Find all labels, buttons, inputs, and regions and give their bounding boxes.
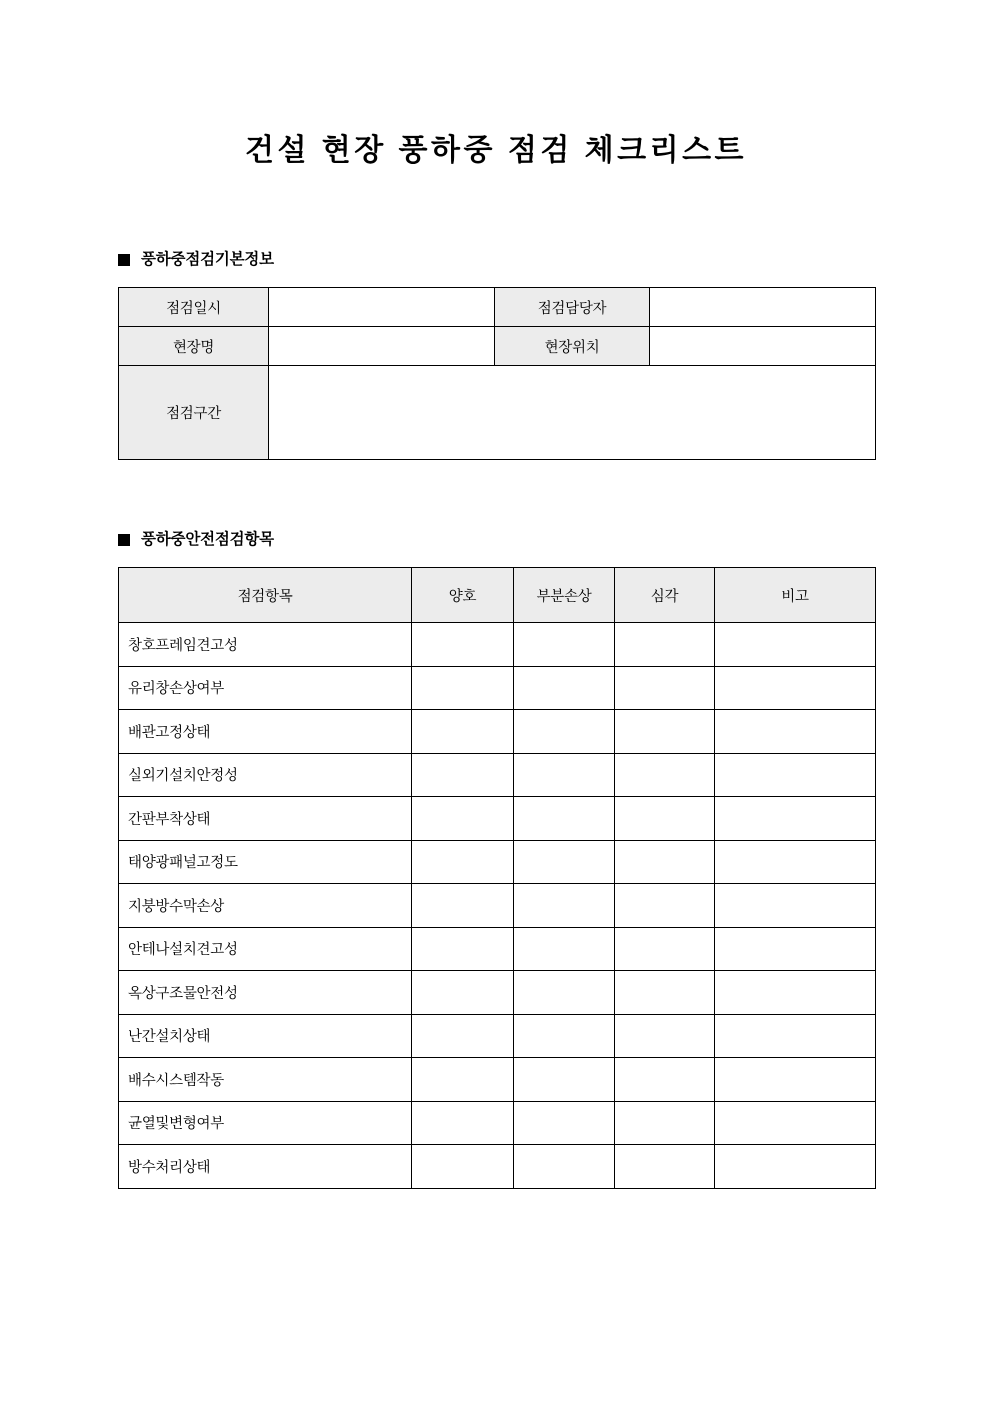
field-inspector[interactable] xyxy=(650,288,876,327)
table-row xyxy=(119,1145,876,1189)
checkbox-cell-good[interactable] xyxy=(412,1014,514,1058)
checklist-header-row xyxy=(119,568,876,623)
note-cell[interactable] xyxy=(715,927,876,971)
note-cell[interactable] xyxy=(715,710,876,754)
note-cell[interactable] xyxy=(715,884,876,928)
checkbox-cell-severe[interactable] xyxy=(615,1101,715,1145)
note-cell[interactable] xyxy=(715,1058,876,1102)
column-header-note: 비고 xyxy=(715,568,876,623)
table-row xyxy=(119,288,876,327)
checkbox-cell-partial[interactable] xyxy=(514,1014,615,1058)
checkbox-cell-good[interactable] xyxy=(412,1145,514,1189)
checkbox-cell-severe[interactable] xyxy=(615,710,715,754)
checkbox-cell-severe[interactable] xyxy=(615,666,715,710)
checkbox-cell-good[interactable] xyxy=(412,884,514,928)
table-row xyxy=(119,797,876,841)
black-square-bullet-icon xyxy=(118,254,130,266)
checkbox-cell-good[interactable] xyxy=(412,797,514,841)
checklist-item-label: 실외기설치안정성 xyxy=(119,753,412,797)
note-cell[interactable] xyxy=(715,1101,876,1145)
checkbox-cell-severe[interactable] xyxy=(615,753,715,797)
column-header-good: 양호 xyxy=(412,568,514,623)
checkbox-cell-partial[interactable] xyxy=(514,971,615,1015)
table-row xyxy=(119,1058,876,1102)
field-site-name[interactable] xyxy=(269,327,495,366)
checkbox-cell-partial[interactable] xyxy=(514,1101,615,1145)
checkbox-cell-severe[interactable] xyxy=(615,971,715,1015)
table-row xyxy=(119,840,876,884)
table-row xyxy=(119,971,876,1015)
checkbox-cell-severe[interactable] xyxy=(615,1058,715,1102)
checkbox-cell-partial[interactable] xyxy=(514,797,615,841)
checklist-item-label: 방수처리상태 xyxy=(119,1145,412,1189)
checklist-item-label: 간판부착상태 xyxy=(119,797,412,841)
note-cell[interactable] xyxy=(715,1145,876,1189)
checkbox-cell-partial[interactable] xyxy=(514,927,615,971)
note-cell[interactable] xyxy=(715,840,876,884)
section-heading-basic-info-label: 풍하중점검기본정보 xyxy=(141,251,274,268)
field-site-location[interactable] xyxy=(650,327,876,366)
label-site-name: 현장명 xyxy=(119,327,269,366)
checkbox-cell-partial[interactable] xyxy=(514,753,615,797)
section-heading-checklist-label: 풍하중안전점검항목 xyxy=(141,531,274,548)
checkbox-cell-severe[interactable] xyxy=(615,1145,715,1189)
label-inspection-section: 점검구간 xyxy=(119,366,269,460)
checkbox-cell-partial[interactable] xyxy=(514,666,615,710)
checklist-body xyxy=(119,623,876,1189)
table-row xyxy=(119,1101,876,1145)
checkbox-cell-partial[interactable] xyxy=(514,840,615,884)
checkbox-cell-severe[interactable] xyxy=(615,840,715,884)
table-row xyxy=(119,623,876,667)
column-header-partial: 부분손상 xyxy=(514,568,615,623)
checklist-item-label: 유리창손상여부 xyxy=(119,666,412,710)
table-row xyxy=(119,327,876,366)
checklist-item-label: 태양광패널고정도 xyxy=(119,840,412,884)
note-cell[interactable] xyxy=(715,753,876,797)
checkbox-cell-partial[interactable] xyxy=(514,623,615,667)
note-cell[interactable] xyxy=(715,971,876,1015)
checklist-item-label: 배수시스템작동 xyxy=(119,1058,412,1102)
table-row xyxy=(119,927,876,971)
table-row xyxy=(119,366,876,460)
basic-info-table xyxy=(118,287,876,460)
table-row xyxy=(119,884,876,928)
field-inspection-section[interactable] xyxy=(269,366,876,460)
checkbox-cell-good[interactable] xyxy=(412,623,514,667)
checkbox-cell-good[interactable] xyxy=(412,753,514,797)
checklist-table xyxy=(118,567,876,1189)
checkbox-cell-severe[interactable] xyxy=(615,623,715,667)
field-inspection-datetime[interactable] xyxy=(269,288,495,327)
checkbox-cell-good[interactable] xyxy=(412,840,514,884)
column-header-item: 점검항목 xyxy=(119,568,412,623)
checkbox-cell-good[interactable] xyxy=(412,927,514,971)
section-heading-checklist xyxy=(118,529,274,551)
checklist-item-label: 옥상구조물안전성 xyxy=(119,971,412,1015)
checklist-item-label: 지붕방수막손상 xyxy=(119,884,412,928)
table-row xyxy=(119,1014,876,1058)
note-cell[interactable] xyxy=(715,666,876,710)
checklist-item-label: 배관고정상태 xyxy=(119,710,412,754)
black-square-bullet-icon xyxy=(118,534,130,546)
note-cell[interactable] xyxy=(715,797,876,841)
table-row xyxy=(119,710,876,754)
checkbox-cell-good[interactable] xyxy=(412,971,514,1015)
page-title: 건설 현장 풍하중 점검 체크리스트 xyxy=(244,134,748,167)
checkbox-cell-partial[interactable] xyxy=(514,1058,615,1102)
checkbox-cell-severe[interactable] xyxy=(615,884,715,928)
checkbox-cell-good[interactable] xyxy=(412,1101,514,1145)
label-inspection-datetime: 점검일시 xyxy=(119,288,269,327)
label-inspector: 점검담당자 xyxy=(495,288,650,327)
checkbox-cell-severe[interactable] xyxy=(615,797,715,841)
checkbox-cell-good[interactable] xyxy=(412,1058,514,1102)
checkbox-cell-severe[interactable] xyxy=(615,927,715,971)
note-cell[interactable] xyxy=(715,1014,876,1058)
table-row xyxy=(119,666,876,710)
note-cell[interactable] xyxy=(715,623,876,667)
checkbox-cell-partial[interactable] xyxy=(514,710,615,754)
checklist-item-label: 난간설치상태 xyxy=(119,1014,412,1058)
checkbox-cell-good[interactable] xyxy=(412,666,514,710)
checklist-item-label: 안테나설치견고성 xyxy=(119,927,412,971)
checklist-item-label: 창호프레임견고성 xyxy=(119,623,412,667)
checklist-item-label: 균열및변형여부 xyxy=(119,1101,412,1145)
checkbox-cell-partial[interactable] xyxy=(514,884,615,928)
section-heading-basic-info xyxy=(118,249,274,271)
checkbox-cell-good[interactable] xyxy=(412,710,514,754)
checkbox-cell-severe[interactable] xyxy=(615,1014,715,1058)
column-header-severe: 심각 xyxy=(615,568,715,623)
table-row xyxy=(119,753,876,797)
label-site-location: 현장위치 xyxy=(495,327,650,366)
checkbox-cell-partial[interactable] xyxy=(514,1145,615,1189)
